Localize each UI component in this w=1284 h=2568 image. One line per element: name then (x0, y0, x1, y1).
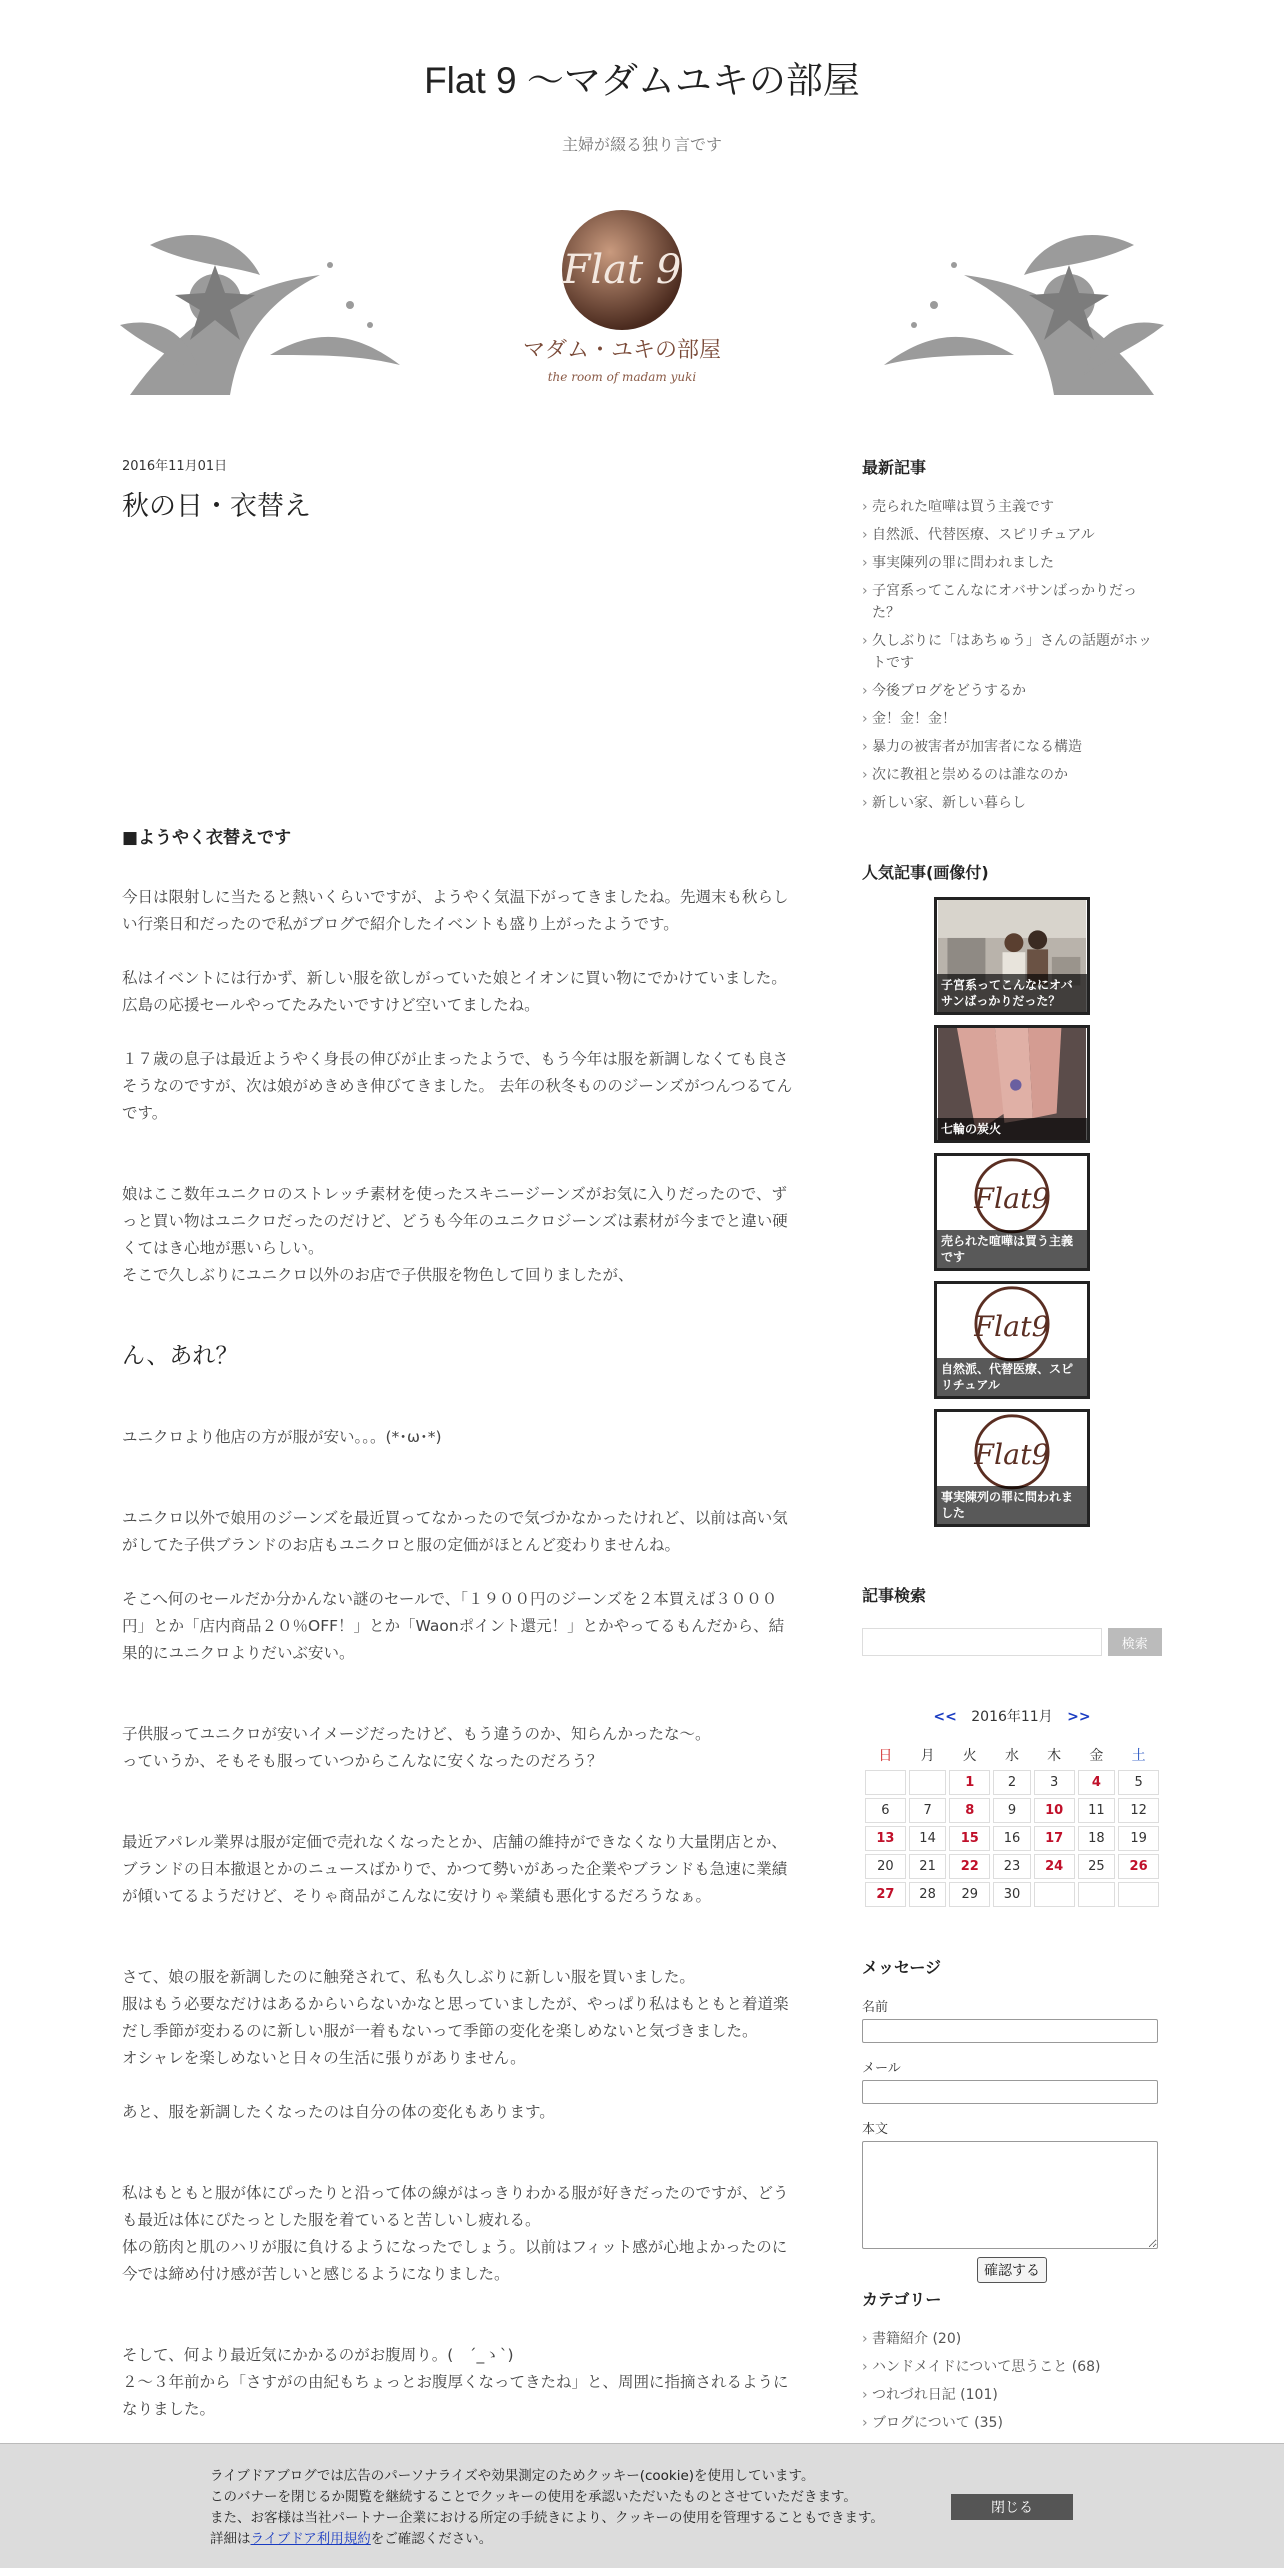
calendar-day[interactable]: 10 (1034, 1798, 1075, 1823)
calendar-month: 2016年11月 (971, 1709, 1053, 1725)
recent-item[interactable]: › 自然派、代替医療、スピリチュアル (862, 524, 1162, 546)
calendar-day: 6 (865, 1798, 906, 1823)
calendar-day[interactable]: 4 (1078, 1770, 1116, 1795)
post-paragraph: そして、何より最近気にかかるのがお腹周り。( ´_ゝ`) ２〜３年前から「さすがの由紀もちょっとお腹厚くなってきたね」と、周囲に指摘されるようになりました。 (122, 2346, 789, 2418)
cookie-text: ライブドアブログでは広告のパーソナライズや効果測定のためクッキー(cookie)を使用しています。 このバナーを閉じるか閲覧を継続することでクッキーの使用を承認いただいたものとさせていただきます。 また、お客様は当社パートナー企業における所定の手続きにより、クッキーの使用を管理することもできます。 詳細はライブドア利用規約をご確認ください。 (210, 2468, 884, 2547)
post-paragraph: ん、あれ？ (122, 1343, 239, 1369)
post-paragraph: 子供服ってユニクロが安いイメージだったけど、もう違うのか、知らんかったな〜。 っていうか、そもそも服っていつからこんなに安くなったのだろう？ (122, 1725, 711, 1770)
calendar-day: 18 (1078, 1826, 1116, 1851)
post-paragraph: ユニクロより他店の方が服が安い。。。(*･ω･*) (122, 1428, 442, 1446)
message-confirm-button[interactable]: 確認する (977, 2257, 1047, 2283)
calendar-day: 3 (1034, 1770, 1075, 1795)
calendar-weekday: 土 (1131, 1748, 1146, 1764)
calendar-day: 5 (1118, 1770, 1159, 1795)
svg-text:the room of madam yuki: the room of madam yuki (547, 370, 697, 384)
calendar-day (865, 1770, 906, 1795)
svg-text:Flat9: Flat9 (974, 1438, 1050, 1472)
calendar-day: 2 (993, 1770, 1031, 1795)
category-item[interactable]: › ハンドメイドについて思うこと (68) (862, 2356, 1162, 2378)
popular-caption: 事実陳列の罪に問われました (937, 1486, 1087, 1524)
category-item[interactable]: › 書籍紹介 (20) (862, 2328, 1162, 2350)
search-heading: 記事検索 (862, 1586, 927, 1605)
calendar-day: 14 (909, 1826, 947, 1851)
recent-heading: 最新記事 (862, 458, 927, 477)
search-input[interactable] (862, 1628, 1102, 1656)
post-paragraph: １７歳の息子は最近ようやく身長の伸びが止まったようで、もう今年は服を新調しなくても良さそうなのですが、次は娘がめきめき伸びてきました。 去年の秋冬もののジーンズがつんつるてんです。 (122, 1050, 793, 1122)
post-paragraph: 私はもともと服が体にぴったりと沿って体の線がはっきりわかる服が好きだったのですが、どうも最近は体にぴたっとした服を着ていると苦しいし疲れる。 体の筋肉と肌のハリが服に負けるようになったでしょう。以前はフィット感が心地よかったのに今では締め付け感が苦しいと感じるようになりました。 (122, 2184, 789, 2283)
post-title[interactable]: 秋の日・衣替え (122, 491, 311, 522)
message-name-label: 名前 (862, 2000, 889, 2015)
popular-item[interactable] (934, 1281, 1090, 1399)
popular-item[interactable] (934, 1025, 1090, 1143)
calendar-day[interactable]: 13 (865, 1826, 906, 1851)
calendar-day[interactable]: 8 (949, 1798, 990, 1823)
calendar-weekday: 火 (962, 1748, 977, 1764)
calendar-weekday: 月 (920, 1748, 935, 1764)
popular-caption: 七輪の炭火 (937, 1118, 1087, 1140)
svg-text:Flat9: Flat9 (974, 1182, 1050, 1216)
calendar-day[interactable]: 24 (1034, 1854, 1075, 1879)
popular-item[interactable] (934, 1409, 1090, 1527)
message-body-label: 本文 (862, 2122, 889, 2137)
search-section (862, 1583, 1162, 1910)
calendar-day: 11 (1078, 1798, 1116, 1823)
calendar-day: 28 (909, 1882, 947, 1907)
popular-item[interactable] (934, 897, 1090, 1015)
message-name-field[interactable] (862, 2019, 1158, 2043)
calendar-day: 25 (1078, 1854, 1116, 1879)
popular-item[interactable] (934, 1153, 1090, 1271)
post-paragraph: ユニクロ以外で娘用のジーンズを最近買ってなかったので気づかなかったけれど、以前は高い気がしてた子供ブランドのお店もユニクロと服の定価がほとんど変わりませんね。 (122, 1509, 788, 1554)
calendar-day: 16 (993, 1826, 1031, 1851)
category-item[interactable]: › つれづれ日記 (101) (862, 2384, 1162, 2406)
message-mail-label: メール (862, 2061, 901, 2076)
calendar-day (909, 1770, 947, 1795)
post-paragraph: 私はイベントには行かず、新しい服を欲しがっていた娘とイオンに買い物にでかけていました。広島の応援セールやってたみたいですけど空いてましたね。 (122, 969, 787, 1014)
sidebar (862, 455, 1162, 2431)
recent-list (862, 496, 1162, 814)
calendar-next-link[interactable]: >> (1067, 1709, 1091, 1725)
site-title[interactable]: Flat 9 〜マダムユキの部屋 (424, 60, 860, 101)
category-item[interactable]: › ブログについて (35) (862, 2412, 1162, 2434)
cookie-close-button[interactable]: 閉じる (951, 2494, 1073, 2520)
calendar-weekday: 日 (878, 1748, 893, 1764)
calendar-day[interactable]: 26 (1118, 1854, 1159, 1879)
recent-item[interactable]: › 久しぶりに「はあちゅう」さんの話題がホットです (862, 630, 1162, 674)
post-paragraph: そこへ何のセールだか分かんない謎のセールで、「１９００円のジーンズを２本買えば３０００円」とか「店内商品２０％OFF！」とか「Waonポイント還元！」とかやってるもんだから、結果的にユニクロよりだいぶ安い。 (122, 1590, 785, 1662)
recent-item[interactable]: › 売られた喧嘩は買う主義です (862, 496, 1162, 518)
message-mail-field[interactable] (862, 2080, 1158, 2104)
calendar-day (1118, 1882, 1159, 1907)
calendar (862, 1706, 1162, 1910)
calendar-day[interactable]: 27 (865, 1882, 906, 1907)
popular-heading: 人気記事(画像付) (862, 863, 989, 882)
post-paragraph: さて、娘の服を新調したのに触発されて、私も久しぶりに新しい服を買いました。 服はもう必要なだけはあるからいらないかなと思っていましたが、やっぱり私はもともと着道楽だし季節が変わるのに新しい服が一着もないって季節の変化を楽しめないと気づきました。 オシャレを楽しめないと日々の生活に張りがありません。 (122, 1968, 789, 2067)
message-body-field[interactable] (862, 2141, 1158, 2249)
header-banner[interactable] (120, 205, 1164, 400)
recent-item[interactable]: › 新しい家、新しい暮らし (862, 792, 1162, 814)
recent-item[interactable]: › 子宮系ってこんなにオバサンばっかりだった？ (862, 580, 1162, 624)
calendar-day (1034, 1882, 1075, 1907)
calendar-day: 29 (949, 1882, 990, 1907)
calendar-day: 20 (865, 1854, 906, 1879)
calendar-day[interactable]: 22 (949, 1854, 990, 1879)
popular-list (862, 897, 1162, 1527)
message-heading: メッセージ (862, 1958, 942, 1977)
calendar-weekday: 金 (1089, 1748, 1104, 1764)
recent-item[interactable]: › 事実陳列の罪に問われました (862, 552, 1162, 574)
calendar-table (862, 1740, 1162, 1910)
popular-caption: 売られた喧嘩は買う主義です (937, 1230, 1087, 1268)
calendar-prev-link[interactable]: << (933, 1709, 957, 1725)
calendar-day[interactable]: 1 (949, 1770, 990, 1795)
calendar-weekday: 水 (1004, 1748, 1019, 1764)
category-heading: カテゴリー (862, 2290, 942, 2309)
main-content (122, 455, 798, 2418)
recent-item[interactable]: › 次に教祖と崇めるのは誰なのか (862, 764, 1162, 786)
category-section (862, 2287, 1162, 2440)
site-description: 主婦が綴る独り言です (561, 135, 722, 154)
post-paragraph: 今日は限射しに当たると熱いくらいですが、ようやく気温下がってきましたね。先週末も秋らしい行楽日和だったので私がブログで紹介したイベントも盛り上がったようです。 (122, 888, 789, 933)
calendar-weekday: 木 (1047, 1748, 1062, 1764)
search-button[interactable]: 検索 (1108, 1628, 1163, 1656)
popular-caption: 子宮系ってこんなにオバサンばっかりだった？ (937, 974, 1087, 1012)
calendar-day: 30 (993, 1882, 1031, 1907)
calendar-day: 12 (1118, 1798, 1159, 1823)
popular-section (862, 860, 1162, 1537)
banner-floral-image (120, 205, 1164, 400)
calendar-day: 7 (909, 1798, 947, 1823)
calendar-day: 9 (993, 1798, 1031, 1823)
calendar-day (1078, 1882, 1116, 1907)
post-paragraph: 娘はここ数年ユニクロのストレッチ素材を使ったスキニージーンズがお気に入りだったので、ずっと買い物はユニクロだったのだけど、どうも今年のユニクロジーンズは素材が今までと違い硬くてはき心地が悪いらしい。 そこで久しぶりにユニクロ以外のお店で子供服を物色して回りましたが、 (122, 1185, 788, 1284)
post-paragraph: 最近アパレル業界は服が定価で売れなくなったとか、店舗の維持ができなくなり大量閉店とか、ブランドの日本撤退とかのニュースばかりで、かつて勢いがあった企業やブランドも急速に業績が傾いてるようだけど、そりゃ商品がこんなに安けりゃ業績も悪化するだろうなぁ。 (122, 1833, 788, 1905)
terms-link[interactable]: ライブドア利用規約 (250, 2531, 371, 2547)
post-body (122, 825, 798, 2423)
calendar-day[interactable]: 17 (1034, 1826, 1075, 1851)
post-subheading: ■ようやく衣替えです (122, 828, 292, 848)
recent-item[interactable]: › 金！金！金！ (862, 708, 1162, 730)
popular-caption: 自然派、代替医療、スピリチュアル (937, 1358, 1087, 1396)
cookie-banner (0, 2443, 1284, 2568)
svg-text:Flat9: Flat9 (974, 1310, 1050, 1344)
calendar-day: 21 (909, 1854, 947, 1879)
svg-text:Flat 9: Flat 9 (562, 247, 682, 293)
post-date: 2016年11月01日 (122, 459, 228, 474)
calendar-day: 19 (1118, 1826, 1159, 1851)
calendar-day[interactable]: 15 (949, 1826, 990, 1851)
category-list (862, 2328, 1162, 2434)
message-section (862, 1955, 1162, 2283)
recent-item[interactable]: › 暴力の被害者が加害者になる構造 (862, 736, 1162, 758)
post-paragraph: あと、服を新調したくなったのは自分の体の変化もあります。 (122, 2103, 555, 2121)
calendar-day: 23 (993, 1854, 1031, 1879)
recent-item[interactable]: › 今後ブログをどうするか (862, 680, 1162, 702)
svg-text:マダム・ユキの部屋: マダム・ユキの部屋 (522, 338, 722, 363)
